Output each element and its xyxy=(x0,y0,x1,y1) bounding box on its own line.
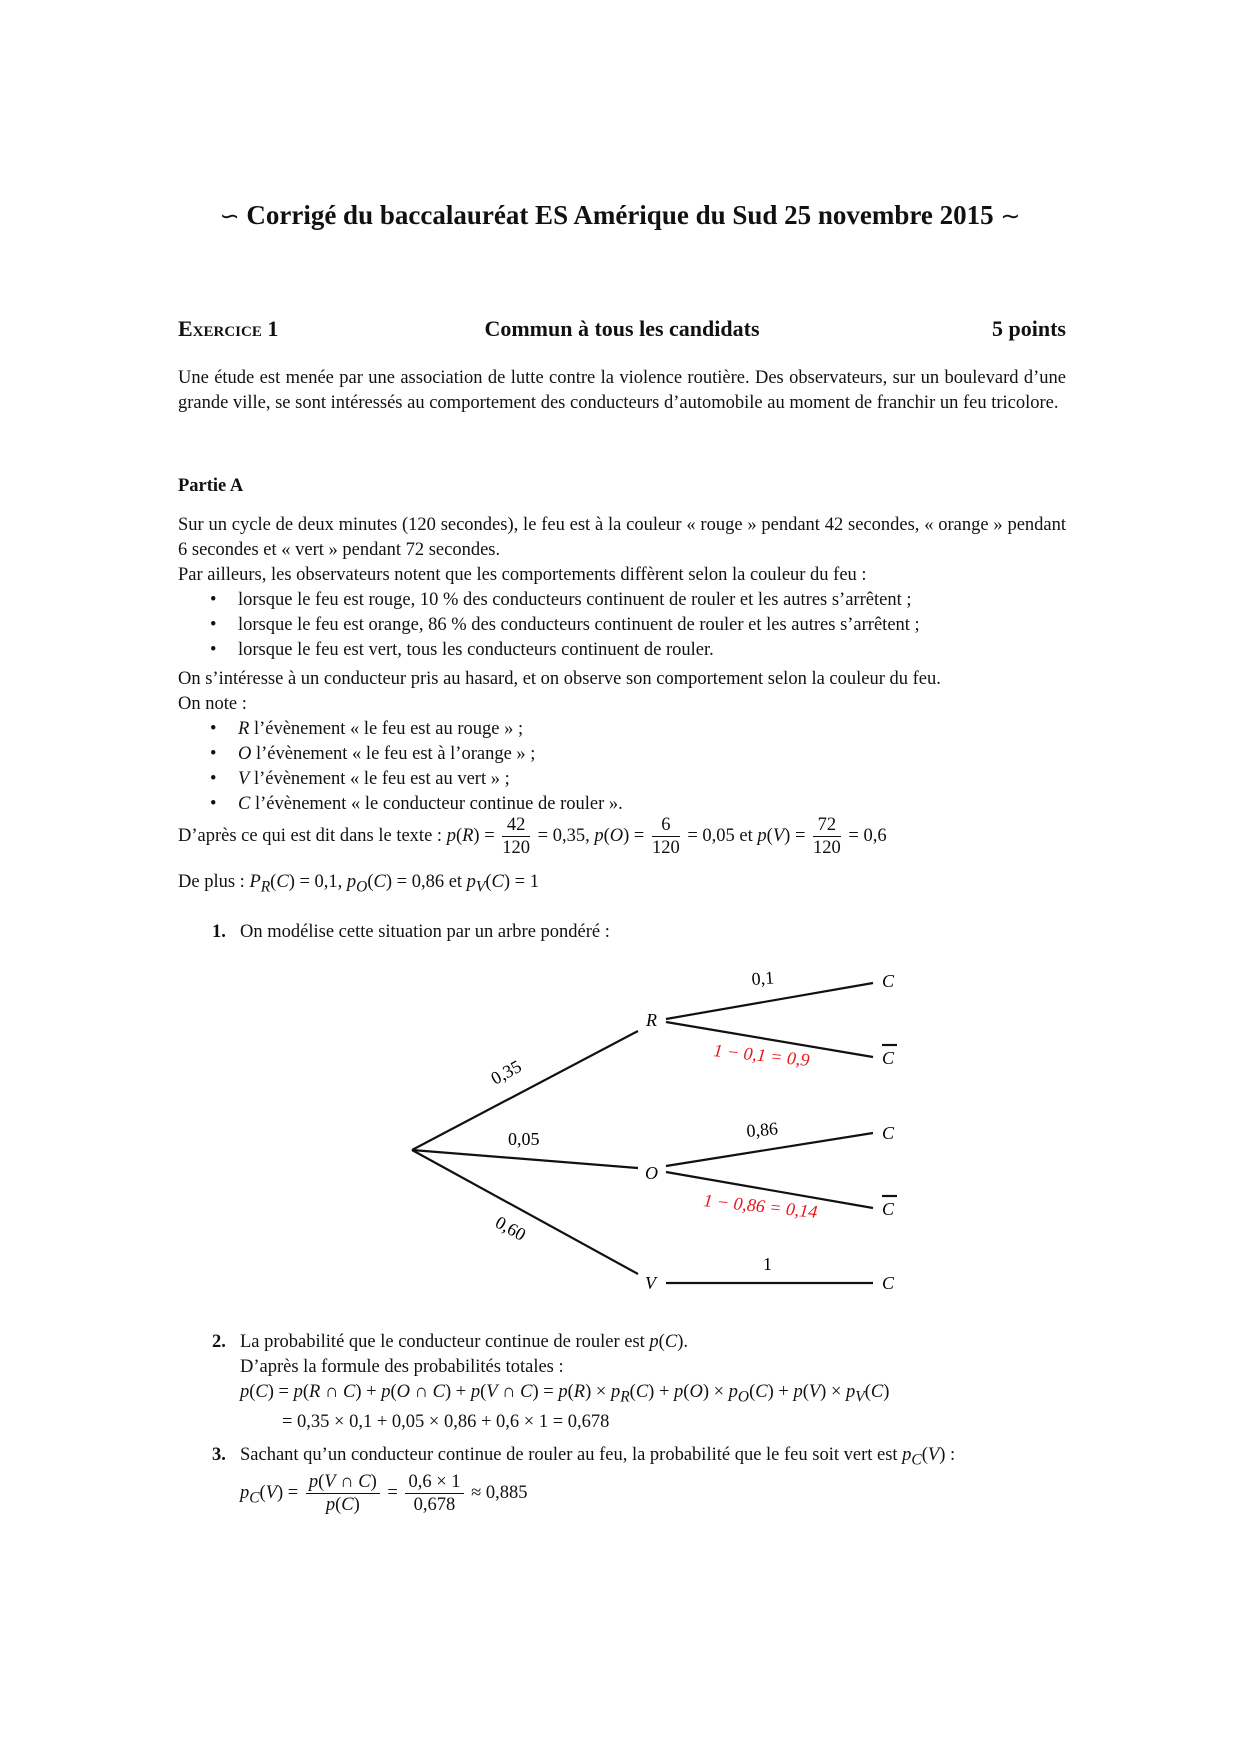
list-item: • C l’évènement « le conducteur continue de rouler ». xyxy=(178,792,1066,817)
exercise-label: Exercice 1 xyxy=(178,316,279,341)
node-V: V xyxy=(645,1273,656,1293)
fraction-R: $\frac{42}{120}$ xyxy=(502,815,531,858)
question-1: 1. On modélise cette situation par un arbre pondéré : xyxy=(212,922,610,942)
partA-p4: On note : xyxy=(178,694,247,714)
partA-heading: Partie A xyxy=(178,476,244,496)
fraction-pVC: $\frac{p(V \cap C)}{p(C)}$ xyxy=(306,1471,380,1516)
branch-R-C xyxy=(666,983,873,1019)
node-O: O xyxy=(645,1163,658,1183)
weight-R-C: 0,1 xyxy=(750,967,775,989)
exercise-points: 5 points xyxy=(992,316,1066,341)
node-notC: C xyxy=(882,1048,895,1068)
list-item: • lorsque le feu est orange, 86 % des conducteurs continuent de rouler et les autres s’arrêtent ; xyxy=(178,613,1066,638)
title-text: Corrigé du baccalauréat ES Amérique du Sud 25 novembre 2015 xyxy=(246,200,994,230)
probabilities-line: D’après ce qui est dit dans le texte : p(R) = $\frac{42}{120}$ = 0,35, p(O) = $\frac{6}{120}$ = 0,05 et p(V) = $\frac{72}{120}$ = 0,6 xyxy=(178,815,887,858)
exercise-subject: Commun à tous les candidats xyxy=(484,316,760,341)
list-item: • V l’évènement « le feu est au vert » ; xyxy=(178,767,1066,792)
partA-p2: Par ailleurs, les observateurs notent que les comportements diffèrent selon la couleur du feu : xyxy=(178,565,867,585)
list-item: • R l’évènement « le feu est au rouge » ; xyxy=(178,717,1066,742)
conditional-line: De plus : $P_R(C) = 0,1$, $p_O(C) = 0,86$ et $p_V(C) = 1$ xyxy=(178,872,539,896)
fraction-O: $\frac{6}{120}$ xyxy=(652,815,680,858)
weight-V-C: 1 xyxy=(763,1254,772,1274)
fraction-V: $\frac{72}{120}$ xyxy=(813,815,841,858)
node-R: R xyxy=(646,1010,657,1030)
list-item: • lorsque le feu est vert, tous les conducteurs continuent de rouler. xyxy=(178,638,1066,663)
question-2: 2. La probabilité que le conducteur continue de rouler est p(C). D’après la formule des probabilités totales : p(C) = p(R ∩ C) + p(O ∩ C) + p(V ∩ $C) = p(R) \times p_R(C) + p(O) \times p_O(C) + p(V) \times p_V(C)$ = 0,35 × 0,1 + 0,05 × 0,86 + 0,6 × 1 = 0,678 xyxy=(212,1332,890,1432)
weight-O-C: 0,86 xyxy=(745,1118,779,1141)
fraction-numeric: $\frac{0,6 \times 1}{0,678}$ xyxy=(405,1471,463,1516)
weight-R: 0,35 xyxy=(487,1056,525,1089)
ornament-left-icon: ∽ xyxy=(219,204,240,230)
node-C: C xyxy=(882,1123,895,1143)
partA-p1: Sur un cycle de deux minutes (120 secondes), le feu est à la couleur « rouge » pendant 42 secondes, « orange » pendant 6 secondes et « vert » pendant 72 secondes. xyxy=(178,515,1066,560)
intro-paragraph: Une étude est menée par une association de lutte contre la violence routière. Des observateurs, sur un boulevard d’une grande ville, se sont intéressés au comportement des conducteurs d’automobile au moment de franchir un feu tricolore. xyxy=(178,368,1066,413)
weight-V: 0,60 xyxy=(492,1212,530,1245)
ornament-right-icon: ∼ xyxy=(1000,204,1021,230)
node-C: C xyxy=(882,971,895,991)
list-item: • lorsque le feu est rouge, 10 % des conducteurs continuent de rouler et les autres s’arrêtent ; xyxy=(178,588,1066,613)
branch-root-O xyxy=(412,1150,638,1168)
node-C: C xyxy=(882,1273,895,1293)
question-3: 3. Sachant qu’un conducteur continue de rouler au feu, la probabilité que le feu soit vert est $p_C(V)$ : $p_C(V)$ = $\frac{p(V \cap C)}{p(C)}$ = $\frac{0,6 \times 1}{0,678}$ ≈ 0,885 xyxy=(212,1445,956,1515)
node-notC: C xyxy=(882,1199,895,1219)
weight-O-notC: 1 − 0,86 = 0,14 xyxy=(702,1190,819,1222)
partA-p3: On s’intéresse à un conducteur pris au hasard, et on observe son comportement selon la couleur du feu. xyxy=(178,669,941,689)
weight-O: 0,05 xyxy=(508,1129,540,1149)
list-item: • O l’évènement « le feu est à l’orange » ; xyxy=(178,742,1066,767)
branch-root-V xyxy=(412,1150,638,1274)
weight-R-notC: 1 − 0,1 = 0,9 xyxy=(712,1040,811,1071)
